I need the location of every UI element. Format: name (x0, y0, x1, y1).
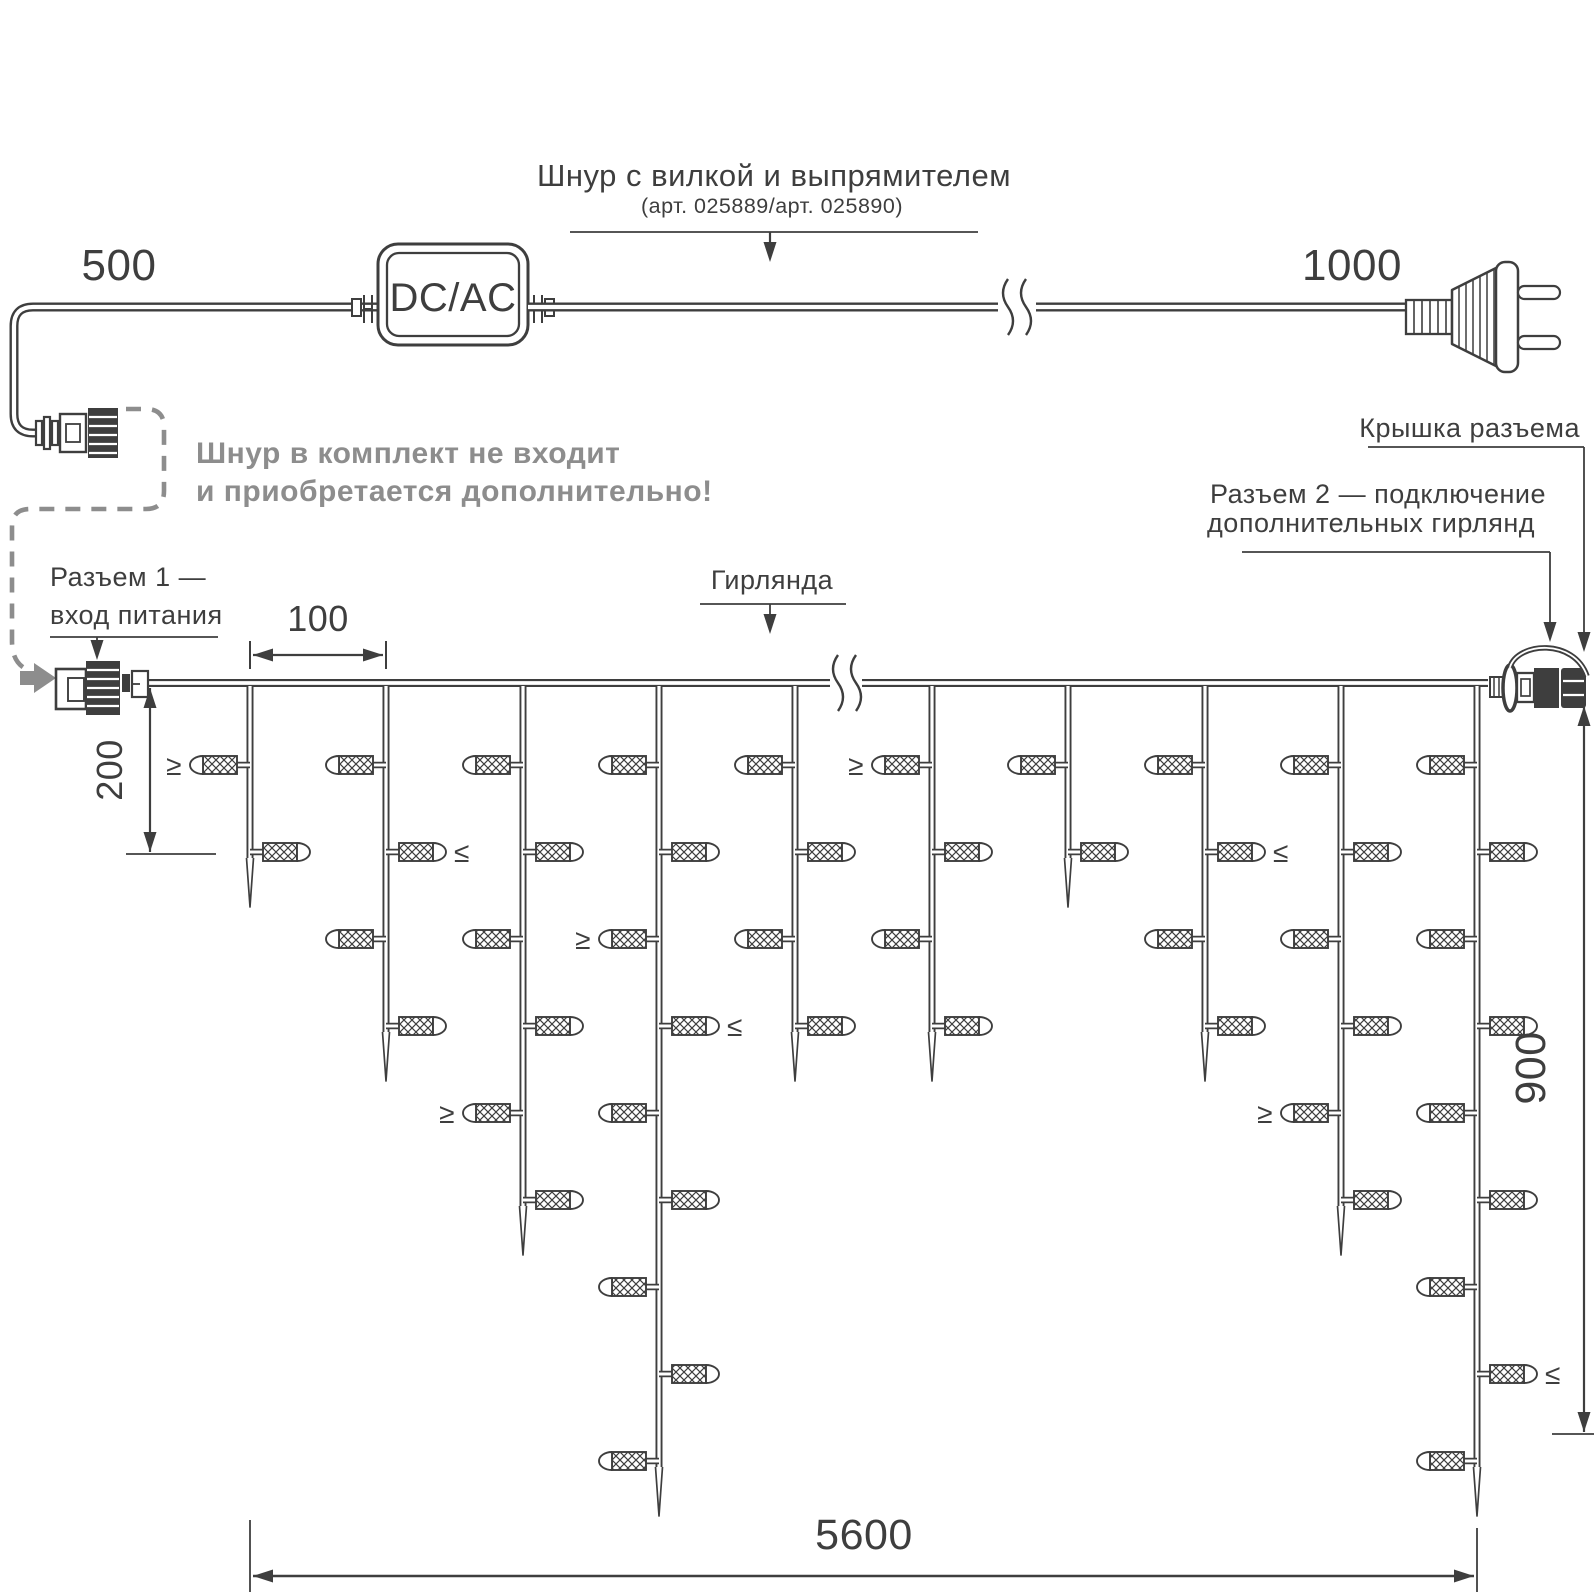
led-bulb (599, 1452, 659, 1470)
garland-label: Гирлянда (710, 565, 834, 595)
connector2-label-line1: Разъем 2 — подключение (1209, 479, 1546, 509)
led-bulb (659, 1017, 719, 1035)
led-bulb (1341, 1191, 1401, 1209)
led-bulb (326, 756, 386, 774)
led-bulb (872, 756, 932, 774)
led-bulb (1341, 843, 1401, 861)
led-bulb (659, 843, 719, 861)
bulb-pointer-icon: ≥ (1257, 1098, 1273, 1129)
led-bulb (1145, 930, 1205, 948)
led-bulb (1281, 930, 1341, 948)
garland-drop (190, 686, 310, 907)
garland-drop (463, 686, 583, 1255)
led-bulb (463, 1104, 523, 1122)
led-bulb (735, 756, 795, 774)
led-bulb (1281, 1104, 1341, 1122)
led-bulb (735, 930, 795, 948)
led-bulb (1477, 1191, 1537, 1209)
garland-drop (1008, 686, 1128, 907)
bulb-pointer-icon: ≤ (454, 837, 470, 868)
garland-drop (1145, 686, 1265, 1081)
bulb-pointer-icon: ≤ (1545, 1359, 1561, 1390)
led-bulb (1205, 843, 1265, 861)
bulb-pointer-icon: ≤ (1273, 837, 1289, 868)
dimension-lines (126, 641, 1594, 1592)
led-bulb (190, 756, 250, 774)
led-bulb (1417, 756, 1477, 774)
led-bulb (1417, 1452, 1477, 1470)
led-bulb (599, 1104, 659, 1122)
led-bulb (599, 930, 659, 948)
led-bulb (1281, 756, 1341, 774)
dim-5600-label: 5600 (815, 1511, 913, 1559)
garland-drop (326, 686, 446, 1081)
connector2-label-line2: дополнительных гирлянд (1207, 508, 1535, 538)
bulb-pointer-icon: ≥ (575, 924, 591, 955)
led-bulb (523, 1191, 583, 1209)
led-bulb (326, 930, 386, 948)
led-bulb (659, 1365, 719, 1383)
garland-drop (735, 686, 855, 1081)
cord-articles: (арт. 025889/арт. 025890) (641, 194, 903, 218)
garland-drop (872, 686, 992, 1081)
led-bulb (1145, 756, 1205, 774)
led-bulb (250, 843, 310, 861)
note-line2: и приобретается дополнительно! (196, 475, 713, 508)
bulb-pointer-icon: ≤ (727, 1011, 743, 1042)
led-bulb (1477, 1365, 1537, 1383)
led-bulb (386, 843, 446, 861)
led-bulb (659, 1191, 719, 1209)
dim-900-label: 900 (1507, 1031, 1555, 1105)
bulb-pointer-icon: ≥ (166, 750, 182, 781)
led-bulb (1417, 930, 1477, 948)
led-bulb (1341, 1017, 1401, 1035)
dim-100-label: 100 (287, 598, 349, 639)
garland-art (56, 648, 1587, 1516)
dcac-box-label: DC/AC (389, 276, 517, 320)
led-bulb (932, 843, 992, 861)
bulb-pointer-icon: ≥ (439, 1098, 455, 1129)
led-bulb (1205, 1017, 1265, 1035)
dim-200-label: 200 (89, 739, 130, 801)
led-bulb (1477, 843, 1537, 861)
led-bulb (523, 1017, 583, 1035)
led-bulb (463, 930, 523, 948)
led-bulb (463, 756, 523, 774)
dim-1000-label: 1000 (1302, 241, 1402, 290)
led-bulb (795, 843, 855, 861)
cap-label: Крышка разъема (1359, 413, 1580, 443)
connector1-label-line2: вход питания (50, 600, 223, 630)
garland-drop (1281, 686, 1401, 1255)
led-bulb (795, 1017, 855, 1035)
led-bulb (599, 756, 659, 774)
led-bulb (1417, 1278, 1477, 1296)
note-line1: Шнур в комплект не входит (196, 437, 621, 470)
cord-title: Шнур с вилкой и выпрямителем (536, 158, 1012, 193)
bulb-pointer-icon: ≥ (848, 750, 864, 781)
garland-drop (599, 686, 719, 1516)
led-bulb (932, 1017, 992, 1035)
led-bulb (599, 1278, 659, 1296)
connector1-label-line1: Разъем 1 — (50, 562, 207, 592)
led-bulb (523, 843, 583, 861)
led-bulb (386, 1017, 446, 1035)
led-bulb (1008, 756, 1068, 774)
led-bulb (872, 930, 932, 948)
led-bulb (1417, 1104, 1477, 1122)
dim-500-label: 500 (81, 241, 157, 290)
led-bulb (1068, 843, 1128, 861)
